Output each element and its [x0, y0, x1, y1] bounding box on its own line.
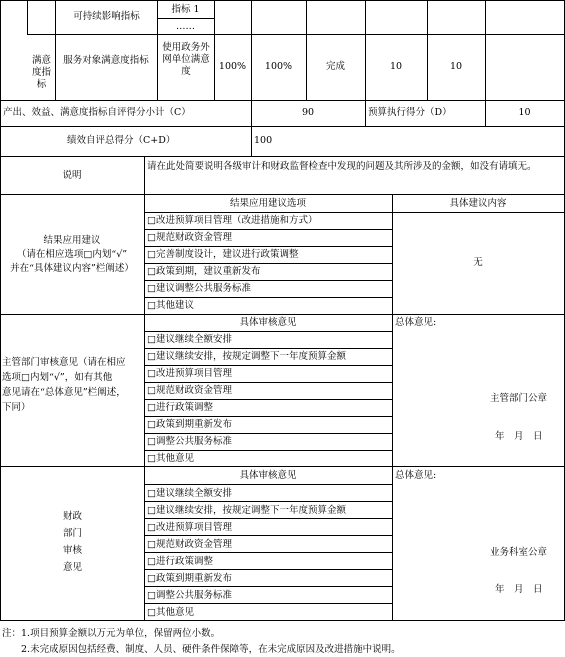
table-border — [144, 382, 392, 383]
table-border — [251, 0, 252, 100]
table-border — [144, 365, 392, 366]
completion-status: 完成 — [325, 61, 345, 72]
table-border — [0, 0, 565, 1]
dept-option: □进行政策调整 — [147, 402, 213, 413]
finance-label-line: 财政 — [63, 511, 83, 522]
footnote: 注：1.项目预算金额以万元为单位，保留两位小数。 — [2, 628, 221, 639]
table-border — [392, 466, 393, 621]
indicator-dots-cell: …… — [176, 21, 195, 32]
table-border — [485, 0, 486, 100]
target-value: 100% — [218, 61, 247, 72]
finance-option: □建议继续安排，按规定调整下一年度预算金额 — [147, 505, 346, 516]
table-border — [144, 518, 392, 519]
table-border — [427, 0, 428, 100]
finance-review-header: 具体审核意见 — [239, 470, 297, 481]
subtotal-value: 90 — [301, 107, 315, 118]
dept-date-label: 年 月 日 — [495, 431, 543, 442]
subtotal-label: 产出、效益、满意度指标自评得分小计（C） — [3, 107, 191, 118]
table-border — [144, 450, 392, 451]
score-weight: 10 — [389, 61, 403, 72]
finance-label-line: 审核 — [63, 545, 83, 556]
dept-option: □其他意见 — [147, 453, 194, 464]
table-border — [157, 18, 214, 19]
dept-stamp-label: 主管部门公章 — [490, 393, 548, 404]
actual-value: 100% — [264, 61, 293, 72]
table-border — [0, 620, 565, 621]
dept-label-line: 选项□内划“√”，如有其他 — [2, 372, 113, 383]
table-border — [144, 586, 392, 587]
table-border — [251, 126, 252, 156]
table-border — [365, 100, 366, 126]
table-border — [144, 552, 392, 553]
finance-option: □改进预算项目管理 — [147, 522, 232, 533]
table-border — [214, 0, 215, 100]
sustainability-indicator-label: 可持续影响指标 — [73, 11, 140, 22]
table-border — [0, 100, 565, 101]
dept-option: □建议继续安排，按规定调整下一年度预算金额 — [147, 351, 346, 362]
dept-overall-label: 总体意见: — [395, 317, 437, 328]
metric-label: 使用政务外网单位满意度 — [162, 42, 210, 77]
footnote: 2.未完成原因包括经费、制度、人员、硬件条件保障等，在未完成原因及改进措施中说明。 — [2, 644, 401, 655]
budget-score-value: 10 — [518, 107, 531, 118]
table-border — [27, 0, 28, 34]
result-options-header: 结果应用建议选项 — [229, 198, 306, 209]
table-border — [144, 229, 392, 230]
table-border — [365, 0, 366, 100]
table-border — [392, 314, 393, 466]
finance-option: □进行政策调整 — [147, 556, 213, 567]
dept-option: □建议继续全额安排 — [147, 334, 232, 345]
table-border — [306, 0, 307, 100]
finance-date-label: 年 月 日 — [495, 584, 543, 595]
table-border — [144, 263, 392, 264]
table-border — [0, 194, 565, 195]
result-option: □改进预算项目管理（改进措施和方式） — [147, 215, 318, 226]
table-border — [144, 433, 392, 434]
dept-label-line: 意见请在“总体意见”栏阐述， — [2, 387, 126, 398]
dept-option: □政策到期重新发布 — [147, 419, 232, 430]
satisfaction-indicator-label: 满意度指标 — [31, 55, 51, 90]
result-option: □建议调整公共服务标准 — [147, 283, 251, 294]
table-border — [0, 314, 565, 315]
table-border — [0, 156, 565, 157]
result-content-value: 无 — [473, 257, 483, 268]
finance-option: □其他意见 — [147, 607, 194, 618]
result-label-line: 结果应用建议 — [43, 235, 101, 246]
table-border — [144, 280, 392, 281]
finance-label-line: 部门 — [63, 528, 83, 539]
table-border — [144, 416, 392, 417]
finance-option: □建议继续全额安排 — [147, 488, 232, 499]
table-border — [0, 126, 565, 127]
indicator-1-cell: 指标 1 — [171, 4, 200, 15]
dept-label-line: 主管部门审核意见（请在相应 — [2, 357, 126, 368]
total-score-label: 绩效自评总得分（C+D） — [67, 135, 176, 146]
finance-option: □政策到期重新发布 — [147, 573, 232, 584]
dept-review-header: 具体审核意见 — [239, 317, 297, 328]
budget-score-label: 预算执行得分（D） — [368, 107, 452, 118]
total-score-value: 100 — [254, 135, 273, 146]
finance-option: □规范财政资金管理 — [147, 539, 232, 550]
dept-label-line: 下同） — [2, 402, 31, 413]
explain-label: 说明 — [62, 170, 82, 181]
table-border — [144, 569, 392, 570]
table-border — [144, 399, 392, 400]
table-border — [144, 331, 392, 332]
service-satisfaction-label: 服务对象满意度指标 — [63, 55, 149, 66]
dept-option: □调整公共服务标准 — [147, 436, 232, 447]
table-border — [144, 501, 392, 502]
result-label-line: （请在相应选项□内划“√” — [16, 249, 128, 260]
result-option: □政策到期，建议重新发布 — [147, 266, 261, 277]
dept-option: □规范财政资金管理 — [147, 385, 232, 396]
table-border — [144, 348, 392, 349]
finance-label-line: 意见 — [63, 562, 83, 573]
result-option: □完善制度设计，建议进行政策调整 — [147, 249, 299, 260]
finance-stamp-label: 业务科室公章 — [490, 547, 548, 558]
explain-text: 请在此处简要说明各级审计和财政监督检查中发现的问题及其所涉及的金额，如没有请填无。 — [147, 161, 537, 172]
table-border — [144, 603, 392, 604]
result-label-line: 并在“具体建议内容”栏阐述） — [10, 263, 134, 274]
finance-overall-label: 总体意见: — [395, 470, 437, 481]
result-content-header: 具体建议内容 — [449, 198, 507, 209]
table-border — [0, 0, 1, 621]
finance-option: □调整公共服务标准 — [147, 590, 232, 601]
table-border — [0, 466, 565, 467]
result-option: □其他建议 — [147, 300, 194, 311]
score-value: 10 — [449, 61, 463, 72]
table-border — [144, 212, 565, 213]
table-border — [144, 246, 392, 247]
dept-option: □改进预算项目管理 — [147, 368, 232, 379]
table-border — [144, 535, 392, 536]
result-option: □规范财政资金管理 — [147, 232, 232, 243]
table-border — [144, 484, 392, 485]
table-border — [144, 297, 392, 298]
